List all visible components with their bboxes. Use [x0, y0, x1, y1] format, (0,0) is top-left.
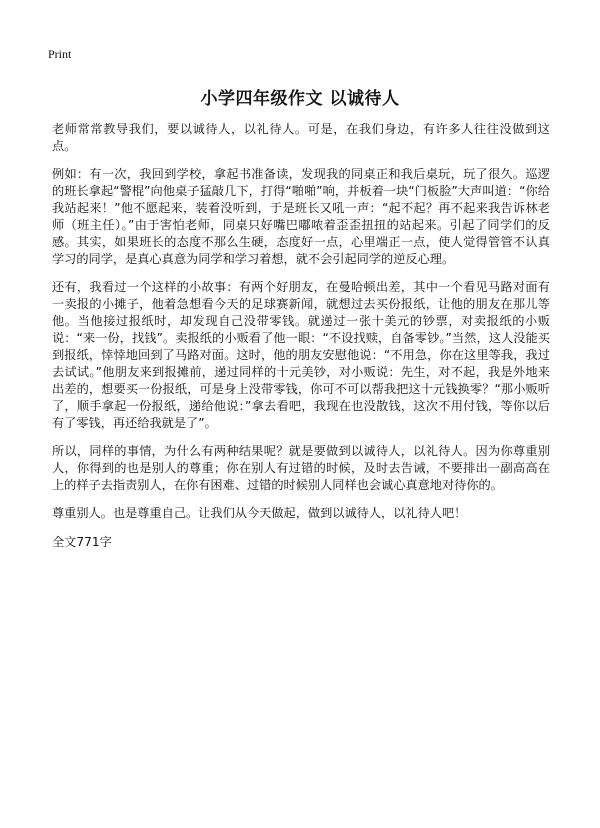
word-count: 全文771字: [52, 535, 112, 549]
article-paragraph: 尊重别人。也是尊重自己。让我们从今天做起，做到以诚待人，以礼待人吧！: [52, 506, 467, 520]
article-paragraph: 例如：有一次，我回到学校，拿起书准备读，发现我的同桌正和我后桌玩，玩了很久。巡逻的班长拿起“警棍”向他桌子猛敲几下，打得“啪啪”响，并板着一块“门板脸”大声叫道：“你给我站起来！”他不愿起来，装着没听到，于是班长又吼一声：“起不起？再不起来我告诉林老师（班主任）。”由于害怕老师，同桌只好嘴巴嘟哝着歪歪扭扭的站起来。引起了同学们的反感。其实，如果班长的态度不那么生硬，态度好一点，心里端正一点，使人觉得管管不认真学习的同学，是真心真意为同学和学习着想，就不会引起同学的逆反心理。: [52, 167, 550, 266]
print-link[interactable]: Print: [48, 47, 72, 61]
article-body: [52, 121, 550, 550]
article-paragraph: 还有，我看过一个这样的小故事：有两个好朋友，在曼哈顿出差，其中一个看见马路对面有一卖报的小摊子，他着急想看今天的足球赛新闻，就想过去买份报纸，让他的朋友在那儿等他。当他接过报纸时，却发现自己没带零钱。就递过一张十美元的钞票，对卖报纸的小贩说：“来一份，找钱”。卖报纸的小贩看了他一眼：“不设找赎，自备零钞。”当然，这人没能买到报纸，悻悻地回到了马路对面。这时，他的朋友安慰他说：“不用急，你在这里等我，我过去试试。”他朋友来到报摊前，递过同样的十元美钞，对小贩说：先生，对不起，我是外地来出差的，想要买一份报纸，可是身上没带零钱，你可不可以帮我把这十元钱换零？“那小贩听了，顺手拿起一份报纸，递给他说：”拿去看吧，我现在也没散钱，这次不用付钱，等你以后有了零钱，再还给我就是了”。: [52, 280, 550, 430]
article-paragraph: 老师常常教导我们，要以诚待人，以礼待人。可是，在我们身边，有许多人往往没做到这点。: [52, 122, 550, 153]
article-title: 小学四年级作文 以诚待人: [200, 89, 400, 109]
article-paragraph: 所以，同样的事情，为什么有两种结果呢？就是要做到以诚待人，以礼待人。因为你尊重别人，你得到的也是别人的尊重；你在别人有过错的时候，及时去告诫，不要排出一副高高在上的样子去指责别人，在你有困难、过错的时候别人同样也会诚心真意地对待你的。: [52, 444, 550, 492]
